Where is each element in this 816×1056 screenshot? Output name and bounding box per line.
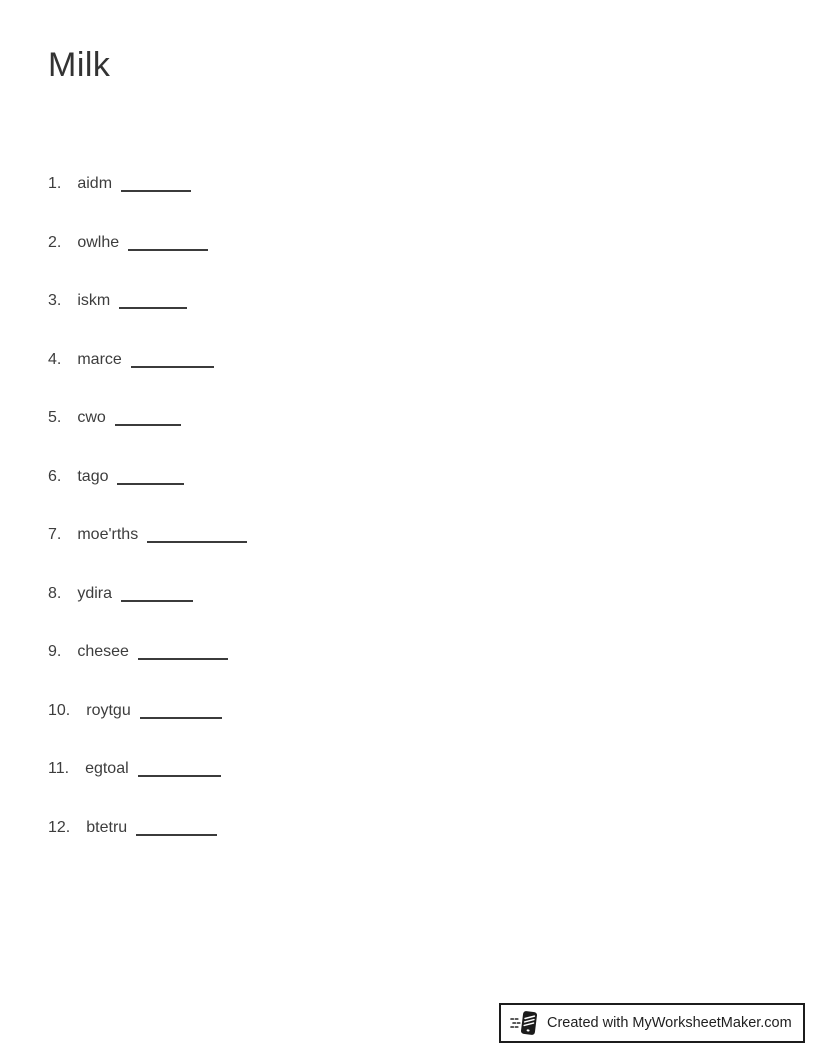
item-number: 1. (48, 175, 62, 192)
item-number: 4. (48, 350, 62, 368)
scrambled-word: chesee (77, 643, 129, 660)
attribution-badge[interactable] (499, 1003, 805, 1043)
answer-blank (140, 703, 222, 719)
worksheet-item (48, 760, 776, 778)
answer-blank (147, 527, 247, 543)
worksheet-item (48, 643, 776, 661)
scrambled-word: ydira (77, 584, 113, 602)
item-number: 12. (48, 818, 71, 836)
answer-blank (115, 410, 181, 426)
attribution-text: Created with MyWorksheetMaker.com (547, 1015, 792, 1031)
answer-blank (121, 586, 193, 602)
scrambled-word: aidm (77, 175, 113, 192)
answer-blank (136, 820, 217, 836)
item-number: 11. (48, 760, 70, 777)
worksheet-item (48, 702, 776, 720)
worksheet-item (48, 234, 776, 252)
worksheet-item (48, 409, 776, 427)
worksheet-item (48, 468, 776, 486)
item-number: 2. (48, 233, 62, 251)
answer-blank (128, 235, 208, 251)
page-title: Milk (48, 46, 111, 84)
item-number: 5. (48, 409, 62, 426)
worksheet-item (48, 351, 776, 369)
scrambled-word: tago (77, 467, 109, 485)
scrambled-word: btetru (86, 818, 128, 836)
scrambled-word: roytgu (86, 701, 131, 719)
item-number: 7. (48, 526, 62, 543)
scrambled-word: marce (77, 350, 122, 368)
answer-blank (131, 352, 214, 368)
item-number: 10. (48, 701, 71, 719)
worksheet-item (48, 292, 776, 310)
item-number: 9. (48, 643, 62, 660)
answer-blank (121, 176, 191, 192)
item-number: 8. (48, 584, 62, 602)
item-number: 3. (48, 292, 62, 309)
worksheet-item (48, 175, 776, 193)
answer-blank (138, 644, 228, 660)
worksheet-maker-logo-icon (510, 1009, 540, 1037)
worksheet-item (48, 585, 776, 603)
worksheet-item (48, 819, 776, 837)
answer-blank (117, 469, 184, 485)
scrambled-word: owlhe (77, 233, 120, 251)
scrambled-word: iskm (77, 292, 111, 309)
item-number: 6. (48, 467, 62, 485)
worksheet-item (48, 526, 776, 544)
answer-blank (119, 293, 187, 309)
scrambled-word: cwo (77, 409, 106, 426)
scrambled-word: moe'rths (77, 526, 139, 543)
scrambled-word: egtoal (85, 760, 129, 777)
worksheet-list (48, 175, 776, 877)
answer-blank (138, 761, 221, 777)
